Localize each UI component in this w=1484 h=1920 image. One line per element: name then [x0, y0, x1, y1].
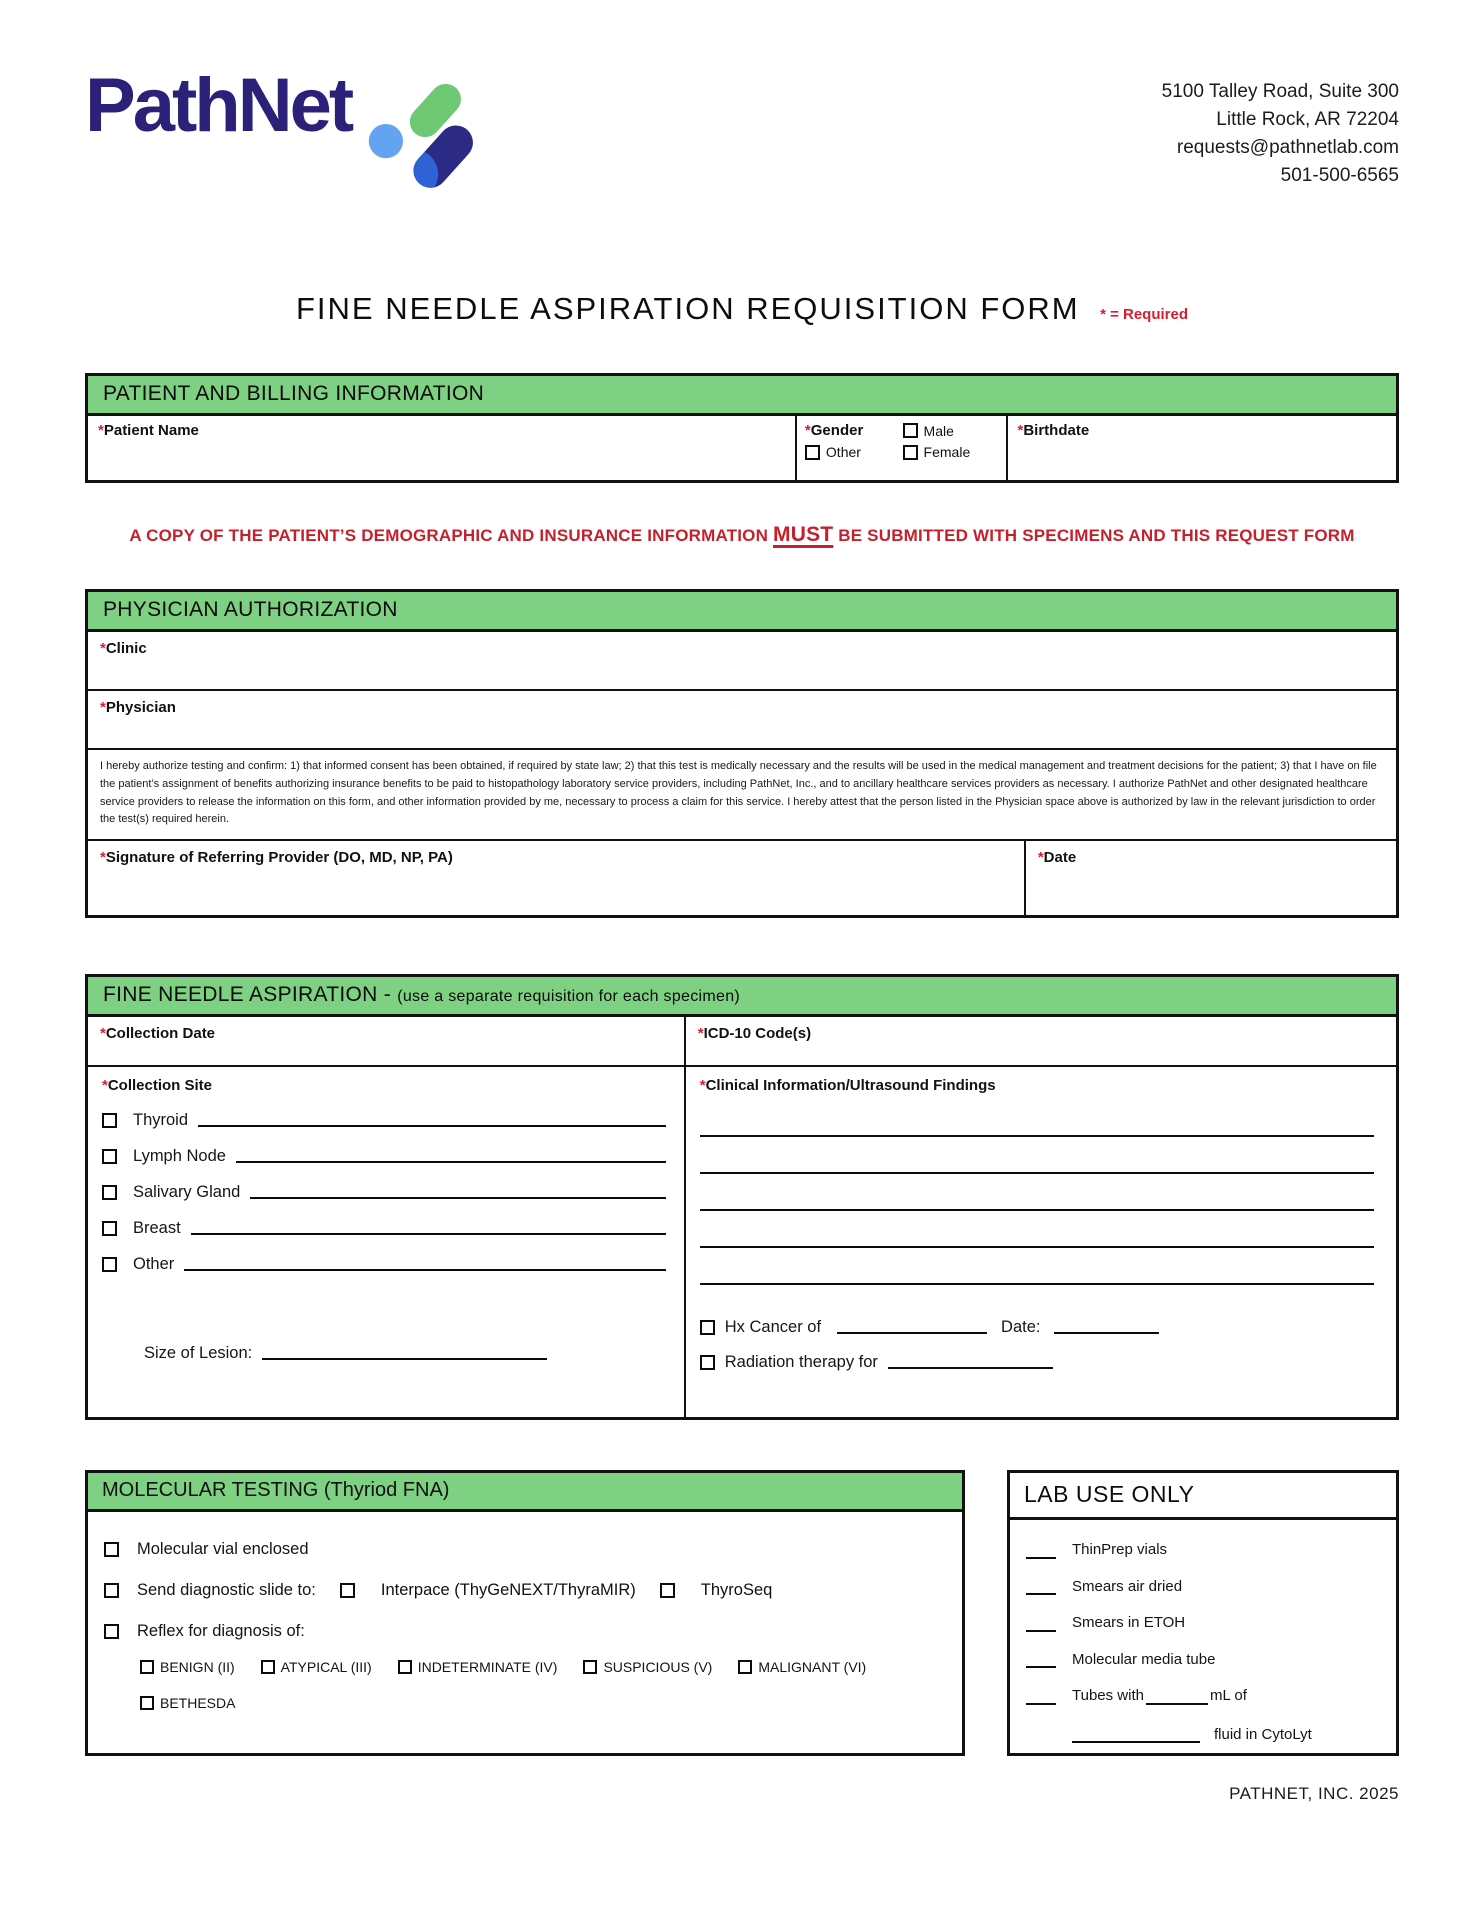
other-site-checkbox[interactable]	[102, 1257, 117, 1272]
clinic-field[interactable]	[88, 632, 1396, 691]
required-asterisk: *	[1100, 306, 1106, 323]
patient-billing-section	[85, 373, 1399, 483]
collection-date-label: Collection Date	[105, 1025, 216, 1043]
gender-other-label: Other	[825, 444, 861, 460]
benign-checkbox[interactable]	[140, 1660, 154, 1674]
lab-row-cytolyt	[1072, 1727, 1380, 1744]
lymph-node-write-in-line[interactable]	[236, 1151, 666, 1163]
signature-date-field[interactable]	[1026, 841, 1396, 915]
clinical-findings-line-5[interactable]	[700, 1248, 1374, 1285]
bethesda-checkbox[interactable]	[140, 1696, 154, 1710]
thinprep-count-line[interactable]	[1026, 1549, 1056, 1559]
hx-cancer-label: Hx Cancer of	[724, 1318, 822, 1337]
malignant-label: MALIGNANT (VI)	[758, 1659, 867, 1676]
smears-etoh-label: Smears in ETOH	[1072, 1614, 1186, 1632]
insurance-notice	[85, 523, 1399, 547]
send-slide-checkbox[interactable]	[104, 1583, 119, 1598]
collection-site-column	[88, 1067, 686, 1417]
bottom-row	[85, 1470, 1399, 1756]
indeterminate-label: INDETERMINATE (IV)	[417, 1659, 558, 1676]
atypical-label: ATYPICAL (III)	[280, 1659, 372, 1676]
gender-label: Gender	[810, 422, 864, 439]
site-row-salivary-gland	[102, 1183, 670, 1202]
site-row-lymph-node	[102, 1147, 670, 1166]
reflex-checkbox[interactable]	[104, 1624, 119, 1639]
tubes-count-line[interactable]	[1026, 1695, 1056, 1705]
birthdate-label: Birthdate	[1023, 422, 1090, 439]
fna-detail-row	[88, 1067, 1396, 1417]
send-slide-row	[104, 1581, 946, 1600]
molecular-vial-checkbox[interactable]	[104, 1542, 119, 1557]
lab-row-smears-air	[1026, 1579, 1380, 1596]
suspicious-checkbox[interactable]	[583, 1660, 597, 1674]
bethesda-label: BETHESDA	[160, 1695, 236, 1712]
thyroseq-checkbox[interactable]	[660, 1583, 675, 1598]
clinical-findings-line-1[interactable]	[700, 1095, 1374, 1137]
notice-text-post: BE SUBMITTED WITH SPECIMENS AND THIS REQUEST FORM	[833, 526, 1355, 545]
fna-section	[85, 974, 1399, 1420]
size-of-lesion-line[interactable]	[262, 1348, 547, 1360]
signature-row	[88, 841, 1396, 915]
pathnet-logo-icon	[367, 72, 475, 199]
lab-address-block	[1162, 68, 1399, 199]
lab-row-molecular-media	[1026, 1652, 1380, 1669]
fna-section-header	[88, 977, 1396, 1017]
salivary-gland-write-in-line[interactable]	[250, 1187, 665, 1199]
signature-field[interactable]	[88, 841, 1026, 915]
pathnet-logo	[85, 63, 475, 199]
patient-section-header: PATIENT AND BILLING INFORMATION	[88, 376, 1396, 416]
hx-cancer-write-in-line[interactable]	[837, 1322, 987, 1334]
thinprep-label: ThinPrep vials	[1072, 1541, 1168, 1559]
pathnet-logo-text: PathNet	[85, 63, 352, 148]
gender-field	[797, 416, 1008, 480]
physician-section-header: PHYSICIAN AUTHORIZATION	[88, 592, 1396, 632]
cytolyt-fluid-line[interactable]	[1072, 1733, 1200, 1743]
icd10-label: ICD-10 Code(s)	[703, 1025, 812, 1043]
size-of-lesion-row	[144, 1344, 670, 1363]
breast-checkbox[interactable]	[102, 1221, 117, 1236]
physician-authorization-section	[85, 589, 1399, 918]
address-line: 5100 Talley Road, Suite 300	[1161, 81, 1399, 102]
lab-section-header: LAB USE ONLY	[1010, 1473, 1396, 1520]
site-row-breast	[102, 1219, 670, 1238]
collection-site-label: Collection Site	[107, 1077, 213, 1095]
footer-text: PATHNET, INC. 2025	[1229, 1784, 1399, 1804]
molecular-vial-row	[104, 1540, 946, 1559]
required-asterisk: *	[100, 849, 106, 867]
gender-male-label: Male	[923, 422, 954, 439]
suspicious-label: SUSPICIOUS (V)	[603, 1659, 713, 1676]
benign-label: BENIGN (II)	[160, 1659, 235, 1676]
gender-male-checkbox[interactable]	[903, 423, 918, 438]
clinical-info-label: Clinical Information/Ultrasound Findings	[705, 1077, 996, 1095]
bethesda-row	[140, 1695, 946, 1711]
malignant-checkbox[interactable]	[738, 1660, 752, 1674]
atypical-checkbox[interactable]	[261, 1660, 275, 1674]
required-asterisk: *	[98, 422, 104, 439]
hx-cancer-row	[700, 1318, 1382, 1337]
send-slide-label: Send diagnostic slide to:	[137, 1581, 316, 1600]
patient-name-label: Patient Name	[103, 422, 199, 439]
required-asterisk: *	[100, 640, 106, 657]
site-row-other	[102, 1255, 670, 1274]
interpace-checkbox[interactable]	[340, 1583, 355, 1598]
address-email: requests@pathnetlab.com	[1176, 137, 1399, 158]
reflex-row	[104, 1622, 946, 1641]
molecular-media-label: Molecular media tube	[1072, 1650, 1216, 1668]
hx-cancer-checkbox[interactable]	[700, 1320, 715, 1335]
birthdate-field[interactable]	[1008, 416, 1397, 480]
interpace-label: Interpace (ThyGeNEXT/ThyraMIR)	[380, 1581, 636, 1600]
size-of-lesion-label: Size of Lesion:	[144, 1344, 253, 1363]
fna-section-title: FINE NEEDLE ASPIRATION -	[103, 983, 392, 1007]
fna-top-row	[88, 1017, 1396, 1067]
smears-etoh-count-line[interactable]	[1026, 1622, 1056, 1632]
breast-write-in-line[interactable]	[191, 1223, 666, 1235]
required-asterisk: *	[100, 699, 106, 716]
molecular-testing-section	[85, 1470, 965, 1756]
other-site-write-in-line[interactable]	[184, 1259, 665, 1271]
physician-label: Physician	[105, 699, 176, 716]
clinical-findings-line-3[interactable]	[700, 1174, 1374, 1211]
tubes-mid-label: mL of	[1209, 1687, 1247, 1705]
molecular-section-header: MOLECULAR TESTING (Thyriod FNA)	[88, 1473, 962, 1512]
molecular-vial-label: Molecular vial enclosed	[137, 1540, 309, 1559]
patient-row	[88, 416, 1396, 480]
address-line: Little Rock, AR 72204	[1216, 109, 1399, 130]
thyroseq-label: ThyroSeq	[700, 1581, 773, 1600]
required-asterisk: *	[1037, 849, 1044, 867]
radiation-label: Radiation therapy for	[724, 1353, 878, 1372]
lab-row-tubes	[1026, 1688, 1380, 1705]
address-phone: 501-500-6565	[1280, 165, 1399, 186]
gender-female-checkbox[interactable]	[903, 445, 918, 460]
tubes-ml-line[interactable]	[1146, 1695, 1208, 1705]
required-asterisk: *	[102, 1077, 108, 1095]
reflex-options-row	[140, 1659, 946, 1675]
title-row	[0, 291, 1484, 327]
cytolyt-label: fluid in CytoLyt	[1214, 1725, 1312, 1743]
required-legend-text: = Required	[1110, 306, 1189, 323]
smears-air-count-line[interactable]	[1026, 1585, 1056, 1595]
signature-date-label: Date	[1043, 849, 1077, 867]
radiation-write-in-line[interactable]	[888, 1357, 1053, 1369]
lymph-node-label: Lymph Node	[133, 1147, 226, 1166]
smears-air-label: Smears air dried	[1072, 1577, 1183, 1595]
lymph-node-checkbox[interactable]	[102, 1149, 117, 1164]
hx-date-write-in-line[interactable]	[1054, 1322, 1159, 1334]
notice-text-pre: A COPY OF THE PATIENT’S DEMOGRAPHIC AND INSURANCE INFORMATION	[129, 526, 774, 545]
signature-label: Signature of Referring Provider (DO, MD, NP, PA)	[105, 849, 453, 867]
gender-other-checkbox[interactable]	[805, 445, 820, 460]
clinical-findings-line-4[interactable]	[700, 1211, 1374, 1248]
tubes-pre-label: Tubes with	[1072, 1687, 1144, 1705]
clinical-findings-line-2[interactable]	[700, 1137, 1374, 1174]
site-row-thyroid	[102, 1111, 670, 1130]
required-asterisk: *	[699, 1077, 706, 1095]
fna-section-subtitle: (use a separate requisition for each specimen)	[397, 988, 741, 1006]
required-asterisk: *	[1017, 422, 1024, 439]
radiation-checkbox[interactable]	[700, 1355, 715, 1370]
thyroid-write-in-line[interactable]	[198, 1115, 666, 1127]
salivary-gland-label: Salivary Gland	[133, 1183, 241, 1202]
authorization-statement: I hereby authorize testing and confirm: 1) that informed consent has been obtained, if required by state law; 2) that this test is medically necessary and the results will be used in the medical management and treatment decisions for the patient; 3) that I have on file the patient’s assignment of benefits authorizing insurance benefits to be paid to histopathology laboratory service providers, including PathNet, Inc., and to ancillary healthcare services providers as necessary. I authorize PathNet and other designated healthcare service providers to release the information on this form, and other information provided by me, necessary to process a claim for this service. I hereby attest that the person listed in the Physician space above is authorized by law in the relevant jurisdiction to order the test(s) required herein.	[88, 750, 1396, 841]
required-asterisk: *	[100, 1025, 106, 1043]
radiation-row	[700, 1353, 1382, 1372]
clinical-info-column	[686, 1067, 1396, 1417]
patient-name-field[interactable]	[88, 416, 797, 480]
salivary-gland-checkbox[interactable]	[102, 1185, 117, 1200]
lab-use-only-section	[1007, 1470, 1399, 1756]
indeterminate-checkbox[interactable]	[398, 1660, 412, 1674]
required-legend	[1100, 306, 1188, 323]
page-header	[0, 0, 1484, 199]
lab-row-smears-etoh	[1026, 1615, 1380, 1632]
page-title: FINE NEEDLE ASPIRATION REQUISITION FORM	[295, 291, 1080, 326]
lab-row-thinprep	[1026, 1542, 1380, 1559]
notice-must: MUST	[773, 523, 834, 546]
hx-date-label: Date:	[1001, 1318, 1041, 1337]
other-site-label: Other	[133, 1255, 175, 1274]
collection-date-field[interactable]	[88, 1017, 686, 1065]
molecular-media-count-line[interactable]	[1026, 1658, 1056, 1668]
thyroid-checkbox[interactable]	[102, 1113, 117, 1128]
gender-female-label: Female	[923, 444, 971, 460]
clinic-label: Clinic	[105, 640, 147, 657]
icd10-field[interactable]	[686, 1017, 1396, 1065]
thyroid-label: Thyroid	[133, 1111, 189, 1130]
physician-field[interactable]	[88, 691, 1396, 750]
required-asterisk: *	[804, 422, 811, 439]
reflex-label: Reflex for diagnosis of:	[137, 1622, 305, 1641]
breast-label: Breast	[133, 1219, 181, 1238]
required-asterisk: *	[697, 1025, 704, 1043]
